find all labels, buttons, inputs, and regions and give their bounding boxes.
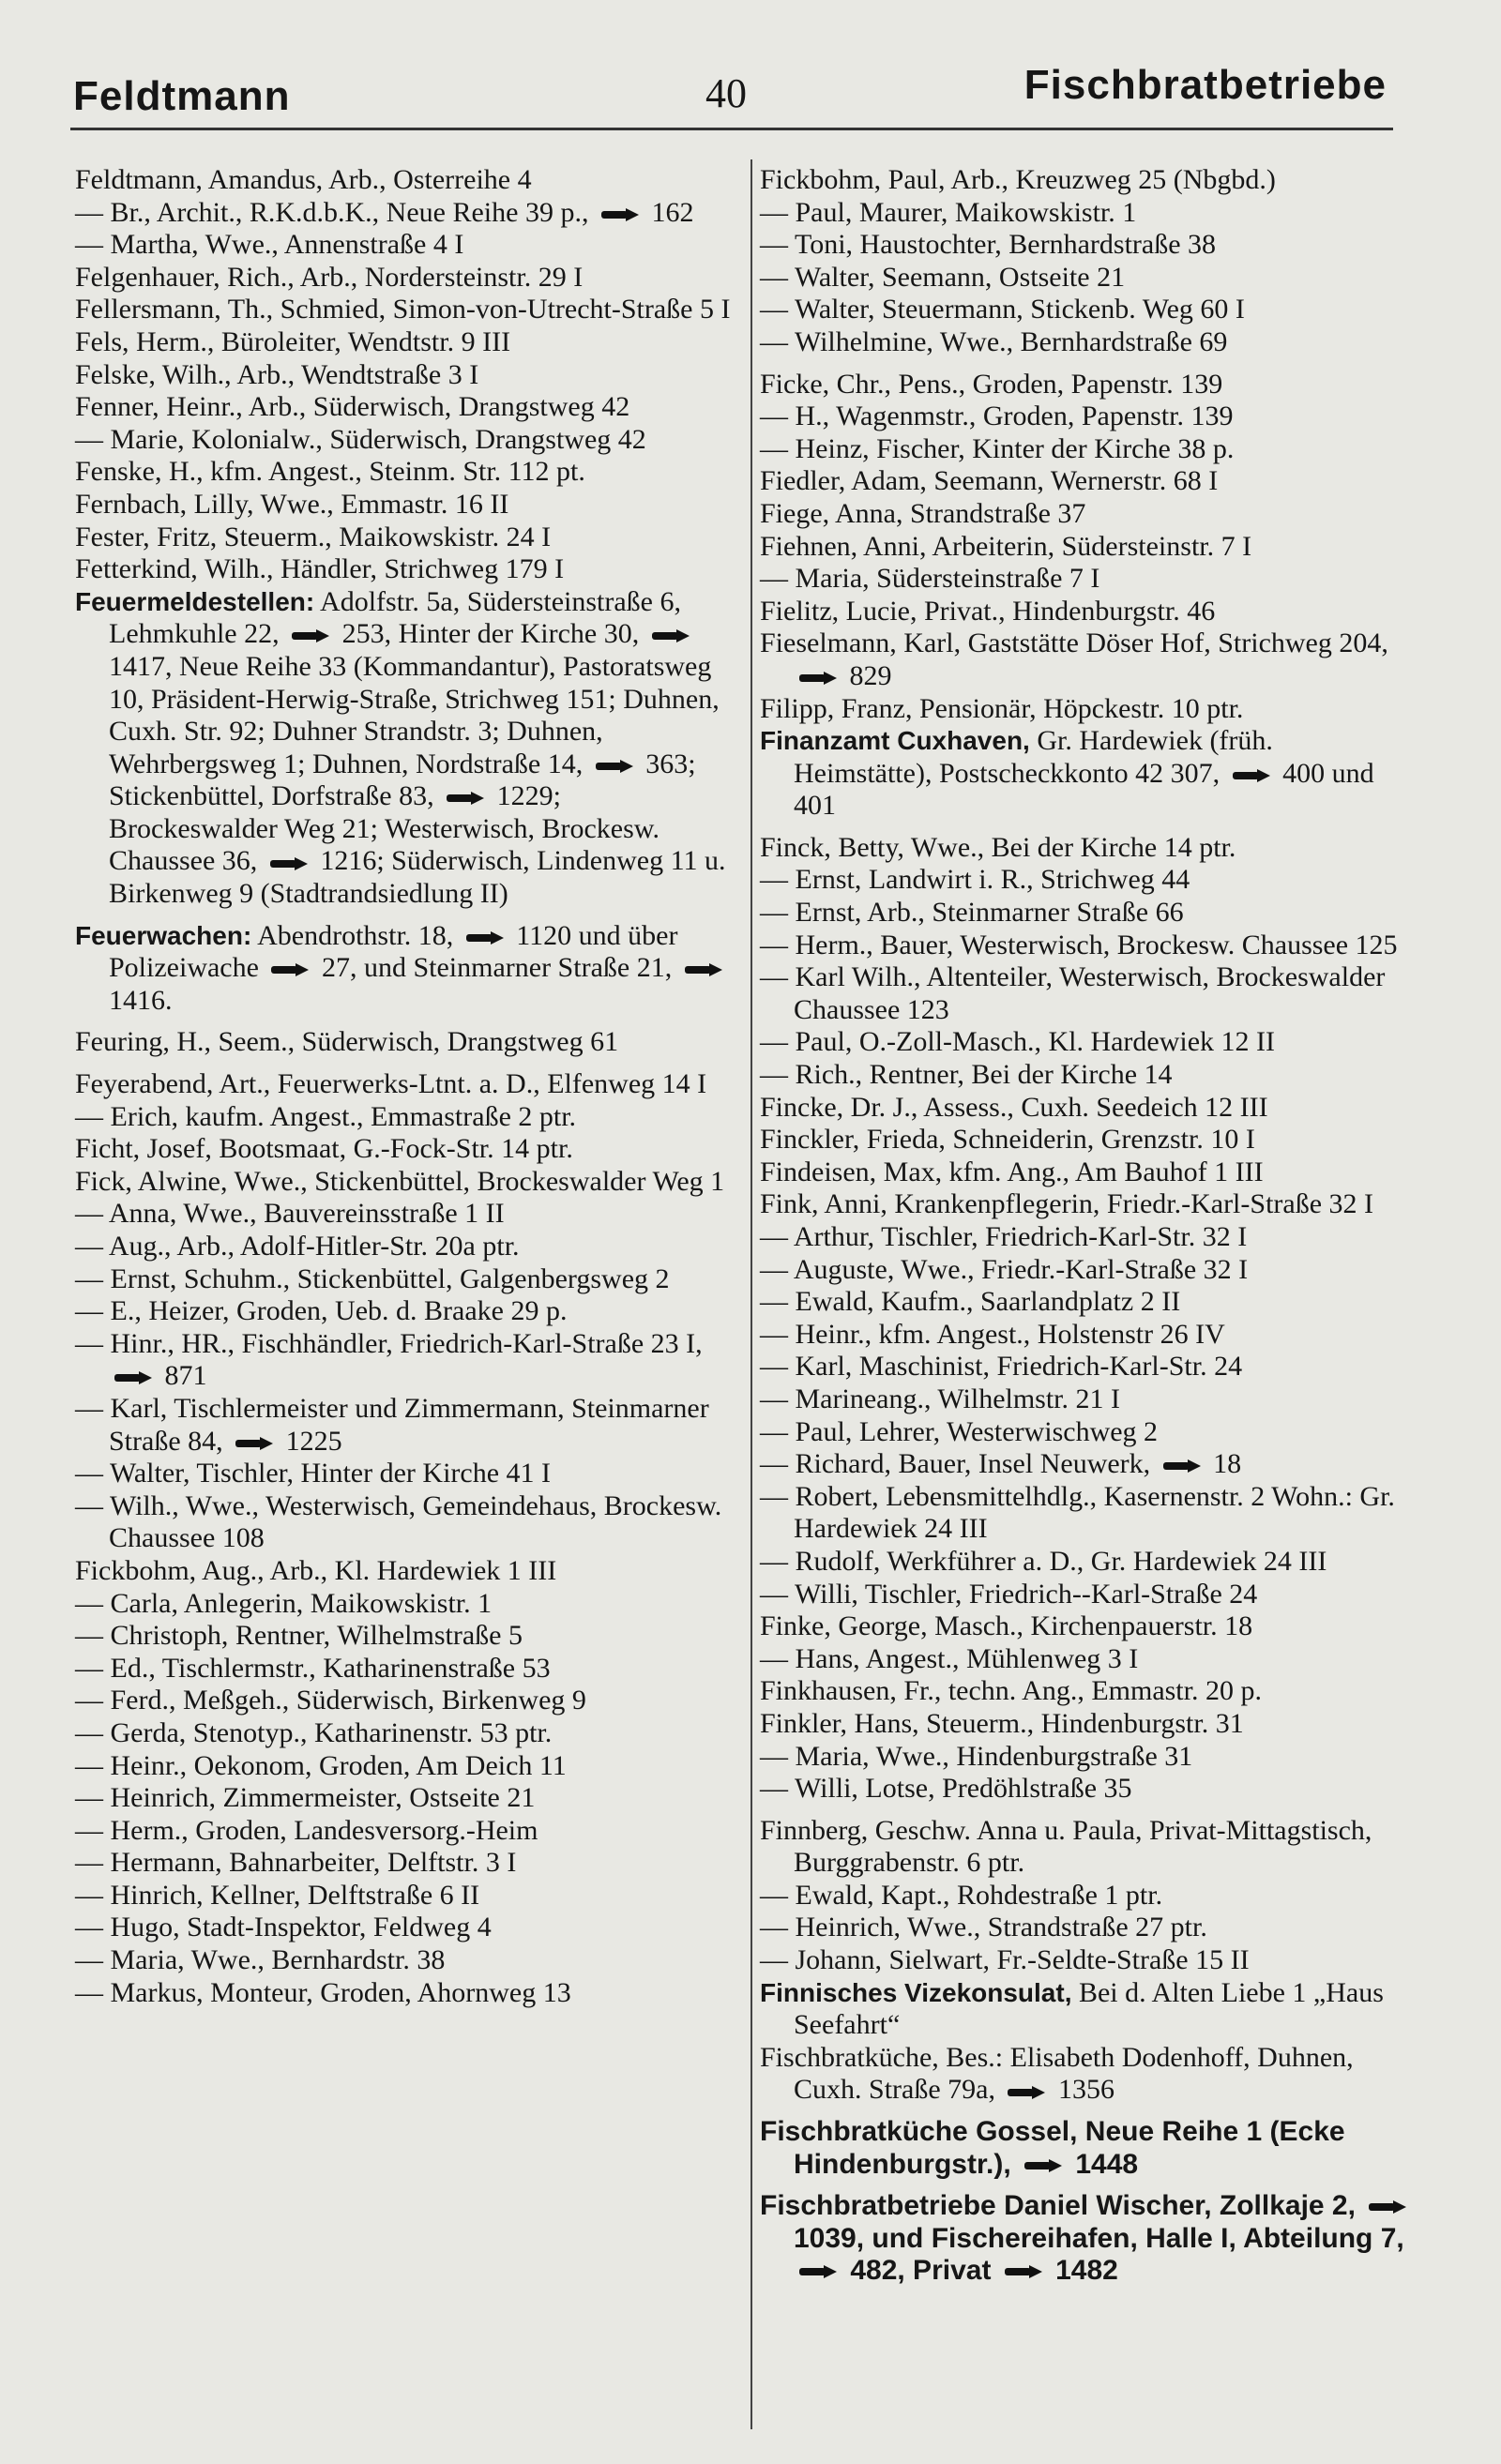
directory-entry: — Paul, Lehrer, Westerwischweg 2 (760, 1415, 1159, 1447)
directory-entry: — Wilh., Wwe., Westerwisch, Gemeindehaus, Brockesw. Chaussee 108 (75, 1489, 722, 1554)
directory-entry: Fiehnen, Anni, Arbeiterin, Südersteinstr. 7 I (760, 530, 1252, 562)
directory-entry: Felgenhauer, Rich., Arb., Nordersteinstr. 29 I (75, 261, 584, 293)
directory-entry: Feuerwachen: Abendrothstr. 18, 1120 und über Polizeiwache 27, und Steinmarner Straße 21, 1416. (75, 920, 732, 1018)
directory-entry: — Aug., Arb., Adolf-Hitler-Str. 20a ptr. (75, 1231, 520, 1262)
directory-entry: — Maria, Wwe., Hindenburgstraße 31 (760, 1740, 1193, 1772)
directory-entry: Finke, George, Masch., Kirchenpauerstr. 18 (760, 1610, 1253, 1642)
directory-entry: Fielitz, Lucie, Privat., Hindenburgstr. 46 (760, 595, 1216, 627)
directory-entry: — Erich, kaufm. Angest., Emmastraße 2 ptr. (75, 1100, 577, 1132)
directory-entry: Fernbach, Lilly, Wwe., Emmastr. 16 II (75, 488, 509, 520)
telephone-icon (292, 629, 329, 642)
directory-entry: — Br., Archit., R.K.d.b.K., Neue Reihe 39 p., 162 (75, 196, 694, 228)
directory-entry: Fischbratbetriebe Daniel Wischer, Zollkaje 2, 1039, und Fischereihafen, Halle I, Abteilung 7, 482, Privat 1482 (760, 2190, 1417, 2288)
directory-entry: Fenske, H., kfm. Angest., Steinm. Str. 112 pt. (75, 456, 585, 488)
directory-entry: Ficke, Chr., Pens., Groden, Papenstr. 139 (760, 368, 1223, 400)
directory-entry: Fels, Herm., Büroleiter, Wendtstr. 9 III (75, 325, 511, 357)
telephone-icon (1005, 2265, 1042, 2278)
directory-entry: Fischbratküche Gossel, Neue Reihe 1 (Ecke Hindenburgstr.), 1448 (760, 2116, 1345, 2180)
directory-entry: Finck, Betty, Wwe., Bei der Kirche 14 ptr. (760, 831, 1236, 863)
telephone-icon (1163, 1459, 1201, 1473)
directory-entry: Finkhausen, Fr., techn. Ang., Emmastr. 20 p. (760, 1675, 1262, 1707)
directory-entry: — Karl, Tischlermeister und Zimmermann, Steinmarner Straße 84, 1225 (75, 1392, 709, 1457)
directory-entry: Feyerabend, Art., Feuerwerks-Ltnt. a. D., Elfenweg 14 I (75, 1068, 707, 1100)
directory-entry: Fetterkind, Wilh., Händler, Strichweg 179 I (75, 553, 565, 585)
directory-entry: — Richard, Bauer, Insel Neuwerk, 18 (760, 1448, 1242, 1480)
directory-entry: Felske, Wilh., Arb., Wendtstraße 3 I (75, 358, 479, 390)
telephone-icon (1008, 2086, 1045, 2099)
directory-entry: — Ed., Tischlermstr., Katharinenstraße 53 (75, 1652, 551, 1684)
directory-entry: Finnberg, Geschw. Anna u. Paula, Privat-Mittagstisch, Burggrabenstr. 6 ptr. (760, 1814, 1372, 1879)
directory-entry: — Carla, Anlegerin, Maikowskistr. 1 (75, 1587, 493, 1619)
telephone-icon (1024, 2159, 1062, 2172)
left-column (75, 164, 732, 2009)
directory-entry: — Herm., Bauer, Westerwisch, Brockesw. Chaussee 125 (760, 929, 1398, 960)
directory-entry: — Herm., Groden, Landesversorg.-Heim (75, 1814, 538, 1846)
directory-entry: Ficht, Josef, Bootsmaat, G.-Fock-Str. 14 ptr. (75, 1133, 573, 1165)
directory-entry: Findeisen, Max, kfm. Ang., Am Bauhof 1 III (760, 1156, 1264, 1187)
telephone-icon (1233, 769, 1270, 782)
directory-entry: — Martha, Wwe., Annenstraße 4 I (75, 229, 464, 261)
right-column (760, 164, 1417, 2288)
directory-entry: — Hinrich, Kellner, Delftstraße 6 II (75, 1879, 480, 1911)
directory-entry: Fincke, Dr. J., Assess., Cuxh. Seedeich 12 III (760, 1091, 1268, 1123)
directory-entry: — Heinrich, Wwe., Strandstraße 27 ptr. (760, 1912, 1207, 1943)
directory-entry: — Hans, Angest., Mühlenweg 3 I (760, 1642, 1139, 1674)
directory-entry: — Rich., Rentner, Bei der Kirche 14 (760, 1059, 1173, 1091)
directory-entry: — E., Heizer, Groden, Ueb. d. Braake 29 p. (75, 1295, 568, 1327)
directory-entry: — Heinz, Fischer, Kinter der Kirche 38 p. (760, 432, 1235, 464)
directory-entry: — Auguste, Wwe., Friedr.-Karl-Straße 32 I (760, 1253, 1249, 1285)
directory-entry: Feldtmann, Amandus, Arb., Osterreihe 4 (75, 164, 532, 195)
entry-heading: Feuermeldestellen: (75, 586, 315, 616)
directory-entry: — Christoph, Rentner, Wilhelmstraße 5 (75, 1620, 523, 1652)
directory-entry: Fickbohm, Paul, Arb., Kreuzweg 25 (Nbgbd.) (760, 164, 1276, 195)
directory-entry: — Paul, Maurer, Maikowskistr. 1 (760, 196, 1137, 228)
directory-entry: Fiege, Anna, Strandstraße 37 (760, 497, 1086, 529)
directory-entry: Fellersmann, Th., Schmied, Simon-von-Utrecht-Straße 5 I (75, 294, 731, 325)
telephone-icon (235, 1437, 273, 1450)
page-number: 40 (705, 70, 747, 116)
directory-entry: Fenner, Heinr., Arb., Süderwisch, Drangstweg 42 (75, 391, 630, 423)
telephone-icon (799, 2265, 837, 2278)
directory-entry: Finnisches Vizekonsulat, Bei d. Alten Liebe 1 „Haus Seefahrt“ (760, 1976, 1384, 2041)
telephone-icon (596, 760, 633, 773)
directory-entry: — Ernst, Schuhm., Stickenbüttel, Galgenbergsweg 2 (75, 1262, 670, 1294)
directory-entry: — Willi, Tischler, Friedrich--Karl-Straße 24 (760, 1578, 1258, 1610)
directory-entry: — Maria, Wwe., Bernhardstr. 38 (75, 1944, 446, 1976)
directory-entry: — Gerda, Stenotyp., Katharinenstr. 53 ptr. (75, 1716, 553, 1748)
directory-entry: Fester, Fritz, Steuerm., Maikowskistr. 24 I (75, 521, 552, 552)
directory-entry: Feuring, H., Seem., Süderwisch, Drangstweg 61 (75, 1026, 619, 1058)
directory-entry: Finkler, Hans, Steuerm., Hindenburgstr. 31 (760, 1707, 1244, 1739)
header-rule (70, 128, 1393, 130)
directory-entry: — Ernst, Arb., Steinmarner Straße 66 (760, 897, 1184, 929)
entry-heading: Feuerwachen: (75, 920, 252, 950)
directory-entry: — Heinr., Oekonom, Groden, Am Deich 11 (75, 1749, 567, 1781)
entry-heading: Finanzamt Cuxhaven, (760, 726, 1030, 756)
telephone-icon (447, 792, 484, 805)
directory-entry: — Willi, Lotse, Predöhlstraße 35 (760, 1773, 1132, 1805)
directory-entry: — Hermann, Bahnarbeiter, Delftstr. 3 I (75, 1847, 517, 1879)
directory-entry: — Karl Wilh., Altenteiler, Westerwisch, Brockeswalder Chaussee 123 (760, 961, 1386, 1025)
directory-entry: Finanzamt Cuxhaven, Gr. Hardewiek (früh. Heimstätte), Postscheckkonto 42 307, 400 und 401 (760, 725, 1374, 822)
directory-entry: — Marineang., Wilhelmstr. 21 I (760, 1383, 1121, 1414)
header-left-keyword: Feldtmann (73, 73, 291, 119)
telephone-icon (685, 963, 722, 976)
telephone-icon (601, 208, 639, 221)
directory-entry: — Maria, Südersteinstraße 7 I (760, 563, 1100, 595)
directory-entry: — Toni, Haustochter, Bernhardstraße 38 (760, 229, 1217, 261)
telephone-icon (799, 672, 837, 685)
telephone-icon (271, 963, 309, 976)
column-divider (750, 159, 752, 2429)
directory-entry: — H., Wagenmstr., Groden, Papenstr. 139 (760, 401, 1234, 432)
directory-entry: Filipp, Franz, Pensionär, Höpckestr. 10 ptr. (760, 692, 1244, 724)
directory-entry: Fieselmann, Karl, Gaststätte Döser Hof, Strichweg 204, 829 (760, 627, 1388, 691)
directory-entry: Fink, Anni, Krankenpflegerin, Friedr.-Karl-Straße 32 I (760, 1188, 1374, 1220)
directory-entry: — Heinrich, Zimmermeister, Ostseite 21 (75, 1782, 536, 1814)
telephone-icon (1369, 2200, 1406, 2214)
directory-entry: — Walter, Steuermann, Stickenb. Weg 60 I (760, 294, 1245, 325)
directory-entry: Fickbohm, Aug., Arb., Kl. Hardewiek 1 III (75, 1554, 557, 1586)
directory-entry: — Heinr., kfm. Angest., Holstenstr 26 IV (760, 1318, 1225, 1350)
directory-entry: Feuermeldestellen: Adolfstr. 5a, Südersteinstraße 6, Lehmkuhle 22, 253, Hinter der Kirche 30, 1417, Neue Reihe 33 (Kommandantur), Pastoratsweg 10, Präsident-Herwig-Straße, Strichweg 151; Duhnen, Cuxh. Str. 92; Duhner Strandstr. 3; Duhnen, Wehrbergsweg 1; Duhnen, Nordstraße 14, 363; Stickenbüttel, Dorfstraße 83, 1229; Brockeswalder Weg 21; Westerwisch, Brockesw. Chaussee 36, 1216; Süderwisch, Lindenweg 11 u. Birkenweg 9 (Stadtrandsiedlung II) (75, 585, 726, 910)
directory-entry: — Walter, Tischler, Hinter der Kirche 41 I (75, 1458, 552, 1489)
directory-entry: — Walter, Seemann, Ostseite 21 (760, 261, 1126, 293)
directory-entry: — Anna, Wwe., Bauvereinsstraße 1 II (75, 1198, 505, 1230)
telephone-icon (652, 629, 690, 642)
directory-entry: — Ernst, Landwirt i. R., Strichweg 44 (760, 864, 1190, 896)
directory-entry: — Karl, Maschinist, Friedrich-Karl-Str. 24 (760, 1351, 1243, 1383)
directory-entry: — Hinr., HR., Fischhändler, Friedrich-Karl-Straße 23 I, 871 (75, 1327, 703, 1392)
header-right-keyword: Fischbratbetriebe (1023, 62, 1387, 108)
directory-entry: — Ferd., Meßgeh., Süderwisch, Birkenweg 9 (75, 1685, 586, 1716)
telephone-icon (114, 1371, 152, 1384)
directory-entry: — Markus, Monteur, Groden, Ahornweg 13 (75, 1976, 571, 2008)
telephone-icon (270, 857, 308, 870)
directory-entry: — Johann, Sielwart, Fr.-Seldte-Straße 15 II (760, 1944, 1250, 1976)
page-header (0, 0, 1501, 141)
directory-entry: — Ewald, Kaufm., Saarlandplatz 2 II (760, 1286, 1181, 1318)
directory-entry: Finckler, Frieda, Schneiderin, Grenzstr. 10 I (760, 1124, 1255, 1156)
directory-entry: Fiedler, Adam, Seemann, Wernerstr. 68 I (760, 465, 1219, 497)
directory-entry: — Hugo, Stadt-Inspektor, Feldweg 4 (75, 1912, 492, 1943)
directory-entry: — Rudolf, Werkführer a. D., Gr. Hardewiek 24 III (760, 1545, 1327, 1577)
telephone-icon (466, 931, 504, 945)
directory-entry: — Marie, Kolonialw., Süderwisch, Drangstweg 42 (75, 423, 646, 455)
directory-entry: Fick, Alwine, Wwe., Stickenbüttel, Brockeswalder Weg 1 (75, 1165, 725, 1197)
entry-heading: Finnisches Vizekonsulat, (760, 1977, 1072, 2007)
directory-entry: — Robert, Lebensmittelhdlg., Kasernenstr. 2 Wohn.: Gr. Hardewiek 24 III (760, 1480, 1395, 1545)
directory-entry: Fischbratküche, Bes.: Elisabeth Dodenhoff, Duhnen, Cuxh. Straße 79a, 1356 (760, 2041, 1354, 2106)
directory-entry: — Wilhelmine, Wwe., Bernhardstraße 69 (760, 325, 1228, 357)
directory-entry: — Arthur, Tischler, Friedrich-Karl-Str. 32 I (760, 1221, 1248, 1252)
directory-entry: — Paul, O.-Zoll-Masch., Kl. Hardewiek 12 II (760, 1026, 1276, 1058)
directory-entry: — Ewald, Kapt., Rohdestraße 1 ptr. (760, 1879, 1163, 1911)
